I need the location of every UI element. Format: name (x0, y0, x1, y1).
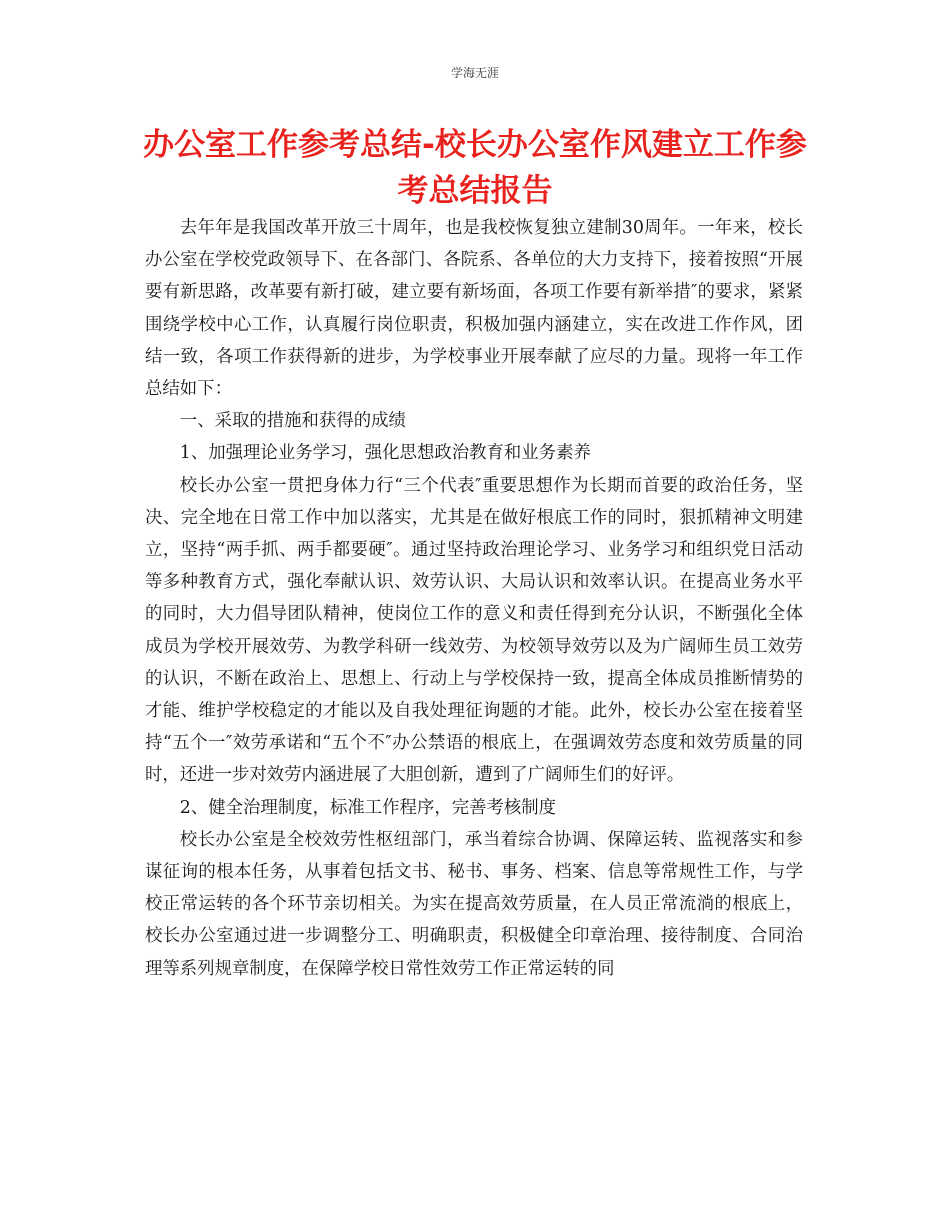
paragraph-intro: 去年年是我国改革开放三十周年，也是我校恢复独立建制30周年。一年来，校长办公室在学校党政领导下、在各部门、各院系、各单位的大力支持下，接着按照“开展要有新思路，改革要有新打破，建立要有新场面，各项工作要有新举措″的要求，紧紧围绕学校中心工作，认真履行岗位职责，积极加强内涵建立，实在改进工作作风，团结一致，各项工作获得新的进步，为学校事业开展奉献了应尽的力量。现将一年工作总结如下： (145, 218, 803, 400)
paragraph-study: 校长办公室一贯把身体力行“三个代表″重要思想作为长期而首要的政治任务，坚决、完全地在日常工作中加以落实，尤其是在做好根底工作的同时，狠抓精神文明建立，坚持“两手抓、两手都要硬″。通过坚持政治理论学习、业务学习和组织党日活动等多种教育方式，强化奉献认识、效劳认识、大局认识和效率认识。在提高业务水平的同时，大力倡导团队精神，使岗位工作的意义和责任得到充分认识，不断强化全体成员为学校开展效劳、为教学科研一线效劳、为校领导效劳以及为广阔师生员工效劳的认识，不断在政治上、思想上、行动上与学校保持一致，提高全体成员推断情势的才能、维护学校稳定的才能以及自我处理征询题的才能。此外，校长办公室在接着坚持“五个一″效劳承诺和“五个不″办公禁语的根底上，在强调效劳态度和效劳质量的同时，还进一步对效劳内涵进展了大胆创新，遭到了广阔师生们的好评。 (145, 475, 803, 786)
page-header: 学海无涯 (450, 66, 499, 80)
document-title: 办公室工作参考总结-校长办公室作风建立工作参考总结报告 (143, 127, 807, 209)
paragraph-system: 校长办公室是全校效劳性枢纽部门，承当着综合协调、保障运转、监视落实和参谋征询的根本任务，从事着包括文书、秘书、事务、档案、信息等常规性工作，与学校正常运转的各个环节亲切相关。为实在提高效劳质量，在人员正常流淌的根底上，校长办公室通过进一步调整分工、明确职责，积极健全印章治理、接待制度、合同治理等系列规章制度，在保障学校日常性效劳工作正常运转的同 (145, 829, 803, 979)
subheading-2: 2、健全治理制度，标准工作程序，完善考核制度 (179, 797, 557, 818)
document-body (145, 212, 803, 985)
subheading-1: 1、加强理论业务学习，强化思想政治教育和业务素养 (179, 443, 591, 464)
section-heading-1: 一、采取的措施和获得的成绩 (179, 411, 406, 432)
